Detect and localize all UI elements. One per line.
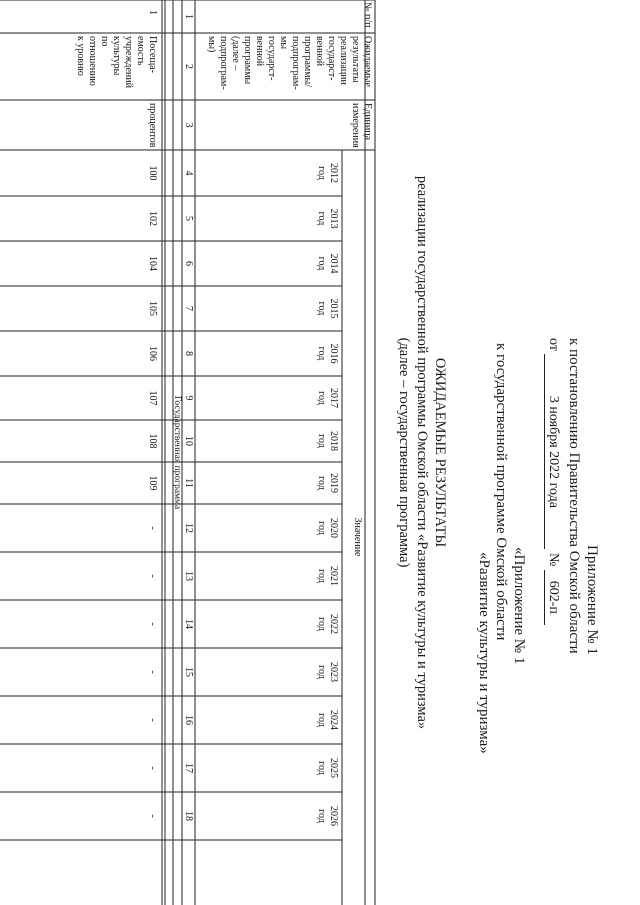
appendix-line-5: к государственной программе Омской области [493, 343, 509, 641]
row-1-value: - [147, 718, 158, 722]
appendix-line-2: к постановлению Правительства Омской области [566, 338, 582, 654]
year-header: 2022 год [316, 614, 339, 634]
page-subtitle-note: (далее – государственная программа) [396, 337, 412, 568]
year-header: 2015 год [316, 298, 339, 319]
column-number: 5 [183, 216, 194, 221]
order-number: 602-п [544, 570, 561, 625]
row-1-value: 109 [147, 475, 158, 491]
appendix-line-1: Приложение № 1 [584, 545, 600, 655]
row-1-value: 107 [147, 390, 158, 406]
column-number: 3 [183, 122, 194, 128]
page-subtitle: реализации государственной программы Омской области «Развитие культуры и туризма» [414, 175, 430, 730]
year-header: 2026 год [316, 806, 339, 826]
year-header: 2024 год [316, 710, 339, 730]
year-header: 2014 год [316, 253, 339, 274]
row-1-result: Посеща- емость учреждений культуры по отношению к уровню [75, 36, 158, 88]
column-number: 13 [183, 571, 194, 581]
row-1-value: - [147, 574, 158, 578]
year-header: 2023 год [316, 662, 339, 682]
column-number: 8 [183, 351, 194, 356]
page-title: ОЖИДАЕМЫЕ РЕЗУЛЬТАТЫ [432, 357, 448, 548]
column-number: 16 [183, 715, 194, 725]
column-number: 11 [183, 478, 194, 488]
column-number: 15 [183, 667, 194, 677]
column-number: 7 [183, 306, 194, 311]
year-header: 2017 год [316, 388, 339, 408]
column-number: 4 [183, 170, 194, 176]
order-date: 3 ноября 2022 года [544, 354, 561, 549]
appendix-line-4: «Приложение № 1 [511, 547, 527, 665]
year-header: 2019 год [316, 473, 339, 493]
year-header: 2020 год [316, 518, 339, 538]
row-1-value: - [147, 526, 158, 530]
header-expected-results: Ожидаемые результаты реализации государст- венной программы/ подпрограм- мы государст- венной программы (далее – подпрограм- мы) [206, 36, 373, 90]
row-1-unit: процентов [147, 103, 158, 148]
column-number: 14 [183, 619, 194, 629]
row-1-value: 105 [147, 301, 158, 316]
section-state-program: Государственная программа [172, 395, 182, 510]
column-number: 1 [183, 14, 194, 19]
column-number: 6 [183, 261, 194, 266]
column-number: 10 [183, 436, 194, 446]
row-1-value: 104 [147, 256, 158, 271]
row-1-value: 106 [147, 346, 158, 361]
year-header: 2012 год [316, 163, 339, 183]
column-number: 17 [183, 763, 194, 773]
year-header: 2013 год [316, 208, 339, 229]
column-number: 12 [183, 523, 194, 533]
column-number: 9 [183, 395, 194, 401]
year-header: 2021 год [316, 566, 339, 586]
row-1-value: 108 [147, 433, 158, 449]
row-1-value: - [147, 766, 158, 770]
from-label: от [546, 338, 561, 351]
row-1-value: - [147, 814, 158, 818]
header-number: № п/п [362, 2, 373, 28]
column-number: 18 [183, 811, 194, 821]
appendix-line-6: «Развитие культуры и туризма» [476, 552, 492, 754]
header-value: Значение [352, 517, 363, 557]
row-1-value: - [147, 670, 158, 674]
year-header: 2025 год [316, 758, 339, 778]
year-header: 2016 год [316, 343, 339, 364]
row-1-value: 102 [147, 211, 158, 226]
header-unit: Единица измерения [350, 103, 373, 148]
year-header: 2018 год [316, 431, 339, 451]
row-1-value: 100 [147, 165, 158, 181]
column-number: 2 [183, 64, 194, 69]
row-1-number: 1 [147, 10, 158, 15]
number-label: № [546, 552, 561, 567]
row-1-value: - [147, 622, 158, 626]
